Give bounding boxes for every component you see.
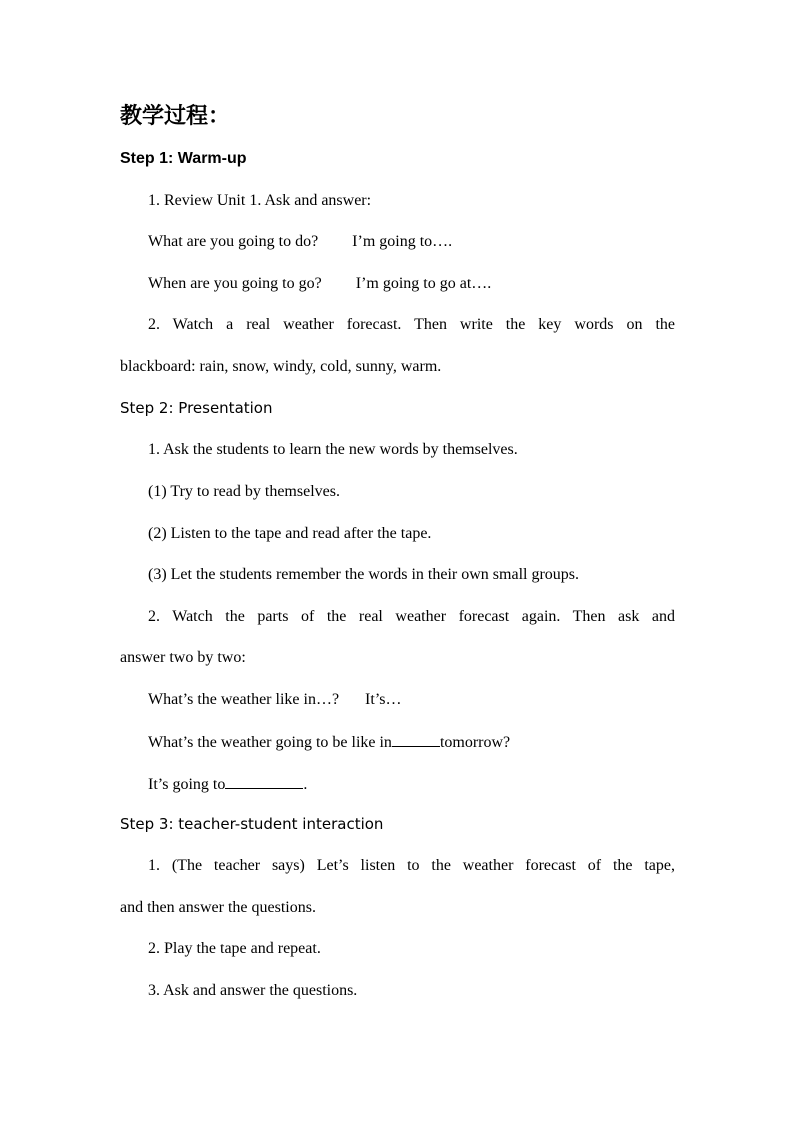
step1-question2 <box>148 273 675 295</box>
step1-item1: 1. Review Unit 1. Ask and answer: <box>148 192 372 209</box>
step1-q2-answer: I’m going to go at…. <box>355 275 492 292</box>
step2-sub1: (1) Try to read by themselves. <box>148 483 340 500</box>
step2-q2-question: What’s the weather going to be like in <box>148 734 392 751</box>
step2-question1 <box>148 689 675 711</box>
step2-q2-tail: tomorrow? <box>439 734 511 751</box>
step2-item2-line1: 2. Watch the parts of the real weather forecast again. Then ask and <box>148 608 675 625</box>
step1-title: Step 1: Warm-up <box>120 150 247 167</box>
step1-q2-question: When are you going to go? <box>148 275 322 292</box>
step2-item1: 1. Ask the students to learn the new words by themselves. <box>148 441 518 458</box>
step1-q1-answer: I’m going to…. <box>352 233 453 250</box>
step2-q1-question: What’s the weather like in…? <box>148 691 340 708</box>
step2-item2-line2: answer two by two: <box>120 649 246 666</box>
step2-q3-start: It’s going to <box>148 776 226 793</box>
step1-q1-question: What are you going to do? <box>148 233 319 250</box>
step2-question3 <box>148 772 675 796</box>
step1-item2-line1: 2. Watch a real weather forecast. Then write the key words on the <box>148 316 675 333</box>
step3-item1-line2: and then answer the questions. <box>120 899 316 916</box>
step3-title: Step 3: teacher-student interaction <box>120 815 384 833</box>
page-heading: 教学过程： <box>120 104 231 129</box>
answer-blank <box>225 772 303 789</box>
step2-sub3: (3) Let the students remember the words in their own small groups. <box>148 566 580 583</box>
step2-sub2: (2) Listen to the tape and read after the tape. <box>148 525 432 542</box>
step2-q1-answer: It’s… <box>365 691 402 708</box>
step2-q3-end: . <box>303 776 308 793</box>
step3-item2: 2. Play the tape and repeat. <box>148 940 321 957</box>
step2-title: Step 2: Presentation <box>120 399 273 417</box>
step3-item1-line1: 1. (The teacher says) Let’s listen to the weather forecast of the tape, <box>148 857 675 874</box>
step1-item2-line2: blackboard: rain, snow, windy, cold, sunny, warm. <box>120 358 442 375</box>
step1-question1 <box>148 231 675 253</box>
step2-question2 <box>148 730 675 754</box>
answer-blank <box>392 730 440 747</box>
step3-item3: 3. Ask and answer the questions. <box>148 982 358 999</box>
